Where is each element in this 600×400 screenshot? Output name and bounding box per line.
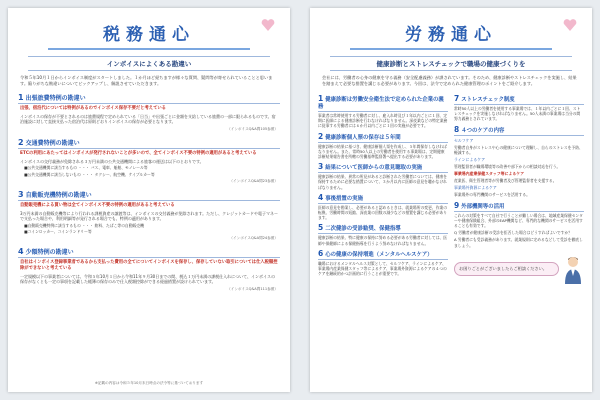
section-title: 少額特例の勘違い (25, 249, 74, 257)
misconception-text: ETCの利用にあたってはインボイスが発行されないことが多いので、全てインボイス不要の特例の適用があると考えている (20, 150, 257, 156)
section-title: 結果について医師からの意見聴取の実施 (325, 165, 423, 172)
section-number: 2 (18, 137, 24, 147)
section-heading (18, 190, 280, 201)
heart-deco-icon (260, 18, 276, 32)
section-3 (8, 190, 290, 241)
labor-newsletter-page (310, 8, 592, 392)
section-number: 9 (454, 200, 460, 210)
subsection-label: セルフケア (454, 137, 474, 143)
section-number: 4 (318, 192, 324, 202)
section-heading (318, 133, 448, 143)
title-underline (350, 48, 552, 50)
section-title: 交通費特例の勘違い (25, 139, 80, 147)
section-body: インボイスの保存が不要とされるのは旅費規程で定められている「日当」や出張ごとに金額を支給している旅費の一部に限られるものです。宿泊施設に対して直接支払った宿泊代は原則どおりインボイスの保存が必要となります。 (20, 113, 276, 125)
consultation-box (454, 254, 584, 284)
section-1 (8, 93, 290, 132)
section-body: これらの対策をすべて自社で行うことが難しい場合は、地域産業保健センターや健康保険組合、外部のEAP機関など、専門的な機関のサービスを活用することも有効です。 (454, 212, 583, 229)
section-heading (318, 95, 448, 112)
page-banner: インボイスによくある勘違い (28, 56, 270, 71)
section-heading (454, 95, 584, 105)
intro-text: 会社には、労働者の心身の健康を守る義務（安全配慮義務）が課されています。そのため、健康診断やストレスチェックを実施し、結果を踏まえて必要な措置を講じる必要があります。今回は、法令で定められた健康管理のポイントをご紹介します。 (322, 75, 577, 86)
title-underline (48, 48, 250, 50)
section-number: 1 (318, 94, 324, 103)
page-title: 労務通心 (405, 25, 497, 45)
bullet-item: ■自動販売機特例に該当するもの ・・・ 飲料、たばこ等の自動販売機 (24, 222, 144, 228)
page-title: 税務通心 (103, 25, 195, 45)
section-number: 2 (318, 131, 324, 141)
section-body: 健康診断の結果に基づき、健康診断個人票を作成し、５年間保存しなければなりません。また、常時50人以上の労働者を使用する事業場は、定期健康診断結果報告書を所轄の労働基準監督署へ提出する必要があります。 (318, 143, 447, 160)
section-title: 心の健康の保持増進（メンタルヘルスケア） (325, 251, 433, 258)
intro-text: 令和５年10月１日からインボイス制度がスタートしました。１か月ほど経ちますが様々な質問、疑問等が寄せられていることと思います。陥りがちな勘違いについてピックアップし、解説させていただきます。 (20, 75, 273, 86)
section-body: 一定規模以下の事業者については、令和５年10月１日から令和11年９月30日までの間、税込１万円未満の課税仕入れについて、インボイスの保存がなくとも一定の事項を記載した帳簿の保存のみで仕入税額控除ができる経過措置が設けられています。 (20, 273, 275, 285)
section-5 (318, 224, 448, 245)
section-title: 外部機関等の活用 (461, 203, 505, 210)
qa-answer: A 労働者にも受診義務があります。就業規則に定めるなどして受診を徹底しましょう。 (454, 237, 583, 248)
section-1 (318, 95, 448, 129)
subsection-text: 管理監督者が職場環境等の改善や部下からの相談対応を行う。 (454, 164, 561, 170)
section-title: 出張旅費特例の勘違い (25, 95, 86, 102)
left-column (318, 91, 448, 284)
consultant-person-icon (562, 254, 584, 284)
misconception-text: 出張、宿泊代については特例があるのでインボイス保存不要だと考えている (20, 106, 166, 111)
heart-deco-icon (562, 18, 578, 32)
misconception-text: 自社はインボイス登録事業者であるから支払った費用の全てについてインボイスを保存し、保存していない取引については仕入税額控除ができないと考えている (20, 260, 278, 271)
section-number: 4 (18, 247, 24, 257)
section-heading (454, 202, 584, 212)
section-9 (454, 202, 584, 229)
section-title: 健康診断は労働安全衛生法で定められた企業の義務 (318, 97, 444, 110)
section-title: 二次健診の受診勧奨、保健指導 (325, 226, 401, 233)
qa-question: Q 労働者が健康診断の受診を拒否した場合はどうすればよいですか？ (454, 230, 573, 236)
section-title: 事後措置の実施 (325, 195, 363, 202)
section-body: 医師の意見を勘案し、必要があると認めるときは、就業場所の変更、作業の転換、労働時間の短縮、深夜業の回数の減少などの措置を講じる必要があります。 (318, 204, 448, 221)
reference-note: （インボイスQ&A問111参照） (227, 286, 278, 291)
section-body: 職場におけるメンタルヘルス対策として、セルフケア、ラインによるケア、事業場内産業保健スタッフ等によるケア、事業場外資源によるケアの４つのケアを継続的かつ計画的に行うことが重要です。 (318, 260, 447, 277)
subsection-label-highlight: 事業場内産業保健スタッフ等によるケア (454, 171, 525, 177)
section-heading (318, 224, 448, 234)
page-footnote: ※記載の内容は令和５年10月末日時点の法令等に基づいております (94, 381, 204, 385)
section-heading (318, 250, 448, 260)
tax-newsletter-page (8, 8, 290, 392)
bullet-item: ■公共交通機関に該当しないもの ・・・ タクシー、航空機、ケイブルカー等 (24, 171, 155, 177)
section-6 (318, 250, 448, 277)
section-4 (318, 194, 448, 221)
subsection-text: 事業場外の専門機関のサービスを活用する。 (454, 192, 530, 198)
reference-note: （インボイスQ&A問105参照） (227, 126, 278, 131)
misconception-text: 自動販売機による買い物は全てインボイス不要の特例の適用があると考えている (20, 202, 175, 208)
section-number: 7 (454, 94, 460, 103)
section-heading (18, 93, 280, 104)
section-4 (8, 247, 290, 292)
section-title: 健康診断個人票の保存は５年間 (325, 134, 401, 141)
subsection-label: ラインによるケア (454, 157, 486, 163)
bullet-item: ■コインロッカー、コインランドリー等 (24, 228, 92, 234)
subsection-text: 労働者自身がストレスや心の健康について理解し、自らのストレスを予防、軽減する。 (454, 144, 583, 155)
section-2 (8, 138, 290, 184)
section-body: 事業者は常時使用する労働者に対し、雇入れ時及び１年以内ごとに１回、定期に医師による健康診断を行わなければなりません。深夜業などの特定業務に従事する労働者には６か月以内ごとに１回の実施が必要です。 (318, 113, 448, 129)
section-number: 1 (18, 93, 24, 102)
section-number: 6 (318, 248, 324, 258)
section-body: 3万円未満の自動販売機等により行われる課税資産の譲渡等は、インボイスの交付義務が免除されます。ただし、クレジットカードや電子マネーで支払った場合や、利用明細等が発行される場合でも、特例の適用があります。 (20, 210, 278, 222)
section-body: 常時50人以上の労働者を使用する事業場では、１年以内ごとに１回、ストレスチェックを実施しなければなりません。50人未満の事業場は当分の間努力義務とされています。 (454, 106, 581, 122)
subsection-label: 事業場外資源によるケア (454, 185, 497, 191)
section-8 (454, 126, 584, 198)
section-title: ストレスチェック制度 (461, 97, 515, 103)
section-number: 8 (454, 124, 460, 134)
section-heading (18, 247, 280, 258)
section-heading (454, 126, 584, 136)
bullet-item: ■公共交通機関に該当するもの ・・・ バス、電車、船舶、モノレール等 (24, 165, 148, 171)
section-heading (18, 138, 280, 149)
right-column (454, 91, 584, 284)
section-body: インボイスの交付義務が免除される３万円未満の公共交通機関による旅客の運送は以下のとおりです。 (20, 158, 204, 164)
section-title: ４つのケアの内容 (461, 127, 505, 134)
section-2 (318, 133, 448, 160)
section-number: 3 (318, 162, 324, 172)
section-number: 3 (18, 189, 24, 199)
section-title: 自動販売機特例の勘違い (25, 191, 92, 199)
page-banner: 健康診断とストレスチェックで職場の健康づくりを (330, 56, 572, 71)
section-7 (454, 95, 584, 122)
section-number: 5 (318, 223, 324, 233)
subsection-text: 産業医、衛生管理者等が労働者及び管理監督者を支援する。 (454, 178, 557, 184)
section-heading (318, 194, 448, 204)
reference-note: （インボイスQ&A問23参照） (229, 178, 278, 183)
section-3 (318, 163, 448, 190)
two-column-body (318, 91, 584, 284)
consultation-bubble: お困りごとがございましたらご相談ください。 (454, 262, 559, 276)
reference-note: （インボイスQ&A問24参照） (229, 236, 278, 241)
section-heading (318, 163, 448, 173)
section-body: 健康診断の結果、異常の所見があると診断された労働者については、健康を保持するために必要な措置について、３か月以内に医師の意見を聴かなければなりません。 (318, 174, 448, 190)
section-body: 健康診断の結果、特に健康の保持に努める必要がある労働者に対しては、医師や保健師による保健指導を行うよう努めなければなりません。 (318, 235, 448, 246)
